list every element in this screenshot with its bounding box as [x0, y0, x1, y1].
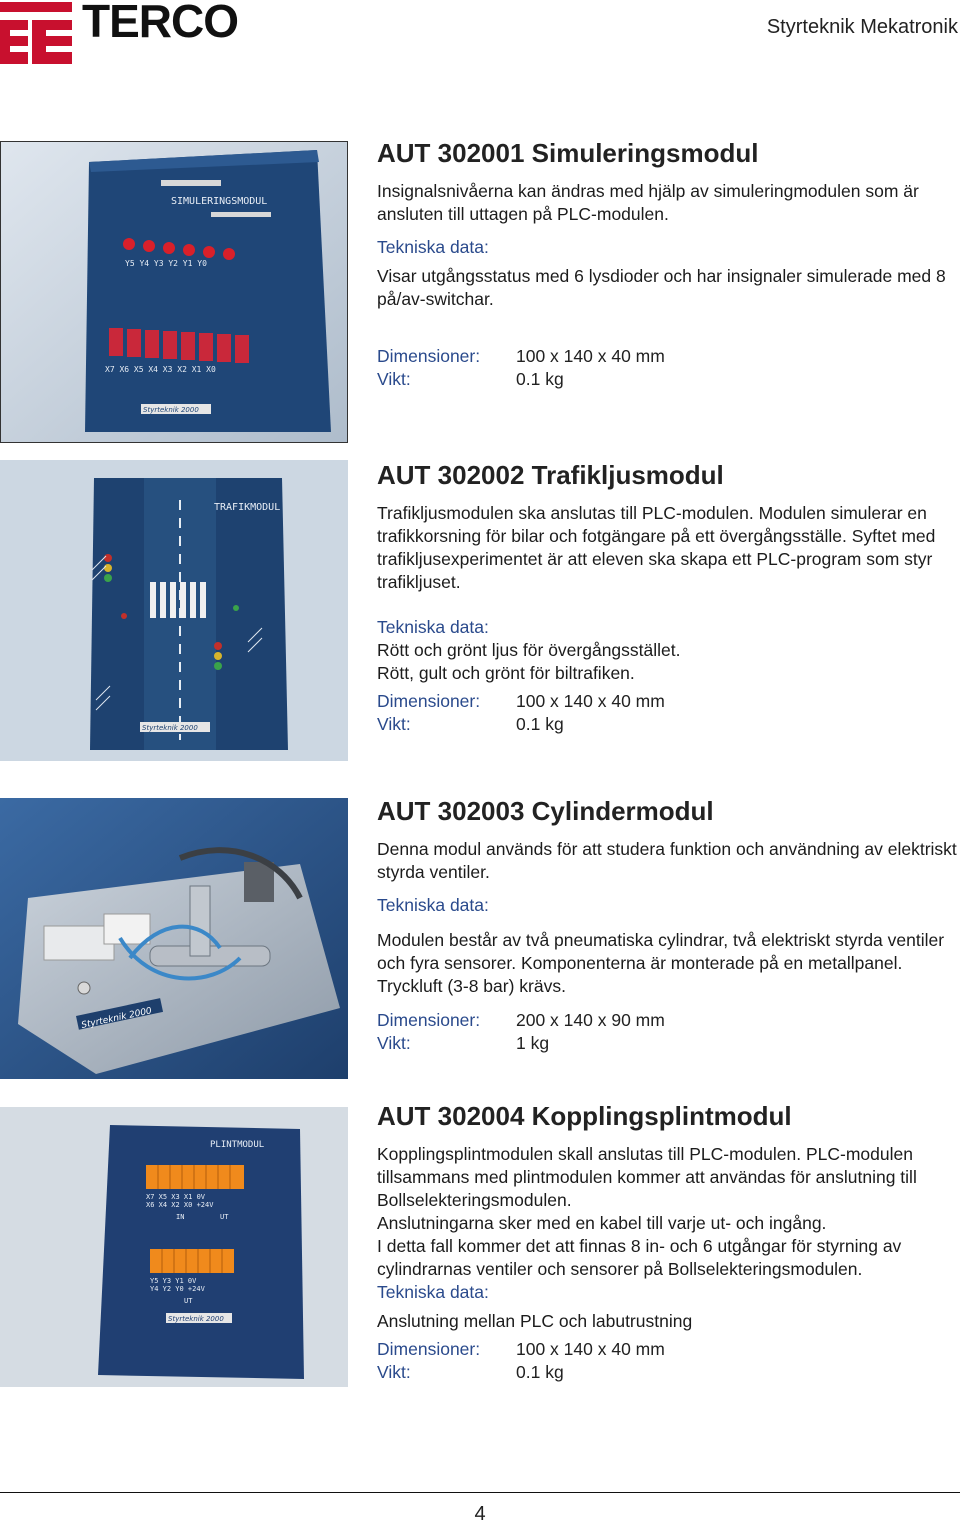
photo-simuleringsmodul	[0, 141, 348, 443]
footer-divider	[0, 1492, 960, 1493]
dimensions-value: 100 x 140 x 40 mm	[516, 1339, 665, 1359]
section-cylindermodul	[377, 796, 957, 1055]
dimensions-value: 100 x 140 x 40 mm	[516, 691, 665, 711]
tech-data-label: Tekniska data:	[377, 895, 489, 915]
photo-trafikljusmodul	[0, 460, 348, 761]
plint-board-brand: Styrteknik 2000	[168, 1315, 224, 1323]
section-title: AUT 302002 Trafikljusmodul	[377, 460, 724, 490]
section-title: AUT 302003 Cylindermodul	[377, 796, 714, 826]
dimensions-label: Dimensioner:	[377, 1339, 481, 1359]
terco-logo	[0, 2, 72, 69]
page-number: 4	[474, 1503, 486, 1525]
weight-label: Vikt:	[377, 714, 411, 734]
weight-row	[377, 1361, 957, 1384]
tech-data-text-2: Rött, gult och grönt för biltrafiken.	[377, 663, 635, 683]
weight-value: 0.1 kg	[516, 1362, 564, 1382]
tech-data-label: Tekniska data:	[377, 617, 489, 637]
tech-data-text: Visar utgångsstatus med 6 lysdioder och har insignaler simulerade med 8 på/av-switchar.	[377, 266, 946, 309]
terco-logo-mark	[0, 2, 72, 64]
sim-board-title: SIMULERINGSMODUL	[171, 196, 268, 207]
sim-outputs-label: Y5 Y4 Y3 Y2 Y1 Y0	[125, 259, 207, 268]
sim-inputs-label: X7 X6 X5 X4 X3 X2 X1 X0	[105, 365, 216, 374]
dimensions-row	[377, 1009, 957, 1032]
cyl-board-brand: Styrteknik 2000	[80, 1006, 153, 1031]
dimensions-label: Dimensioner:	[377, 346, 481, 366]
header-title: Styrteknik Mekatronik	[766, 16, 958, 38]
section-trafikljusmodul	[377, 460, 957, 736]
tech-data-label: Tekniska data:	[377, 237, 489, 257]
section-description: Insignalsnivåerna kan ändras med hjälp av simuleringmodulen som är ansluten till uttagen på PLC-modulen.	[377, 181, 919, 224]
plint-ut-label: UT	[220, 1213, 229, 1221]
dimensions-row	[377, 690, 957, 713]
kopplingsplintmodul-board	[0, 1107, 348, 1387]
brand-name: TERCO	[82, 0, 238, 47]
plint-row2: Y5 Y3 Y1 0V	[150, 1277, 197, 1285]
section-description-1: Kopplingsplintmodulen skall anslutas till PLC-modulen. PLC-modulen tillsammans med plintmodulen kommer att användas för anslutning till Bollselekteringsmodulen.	[377, 1144, 917, 1210]
weight-label: Vikt:	[377, 1362, 411, 1382]
photo-kopplingsplintmodul	[0, 1107, 348, 1387]
simuleringsmodul-board	[1, 142, 347, 442]
tech-data-text-1: Rött och grönt ljus för övergångsstället.	[377, 640, 681, 660]
section-description: Trafikljusmodulen ska anslutas till PLC-modulen. Modulen simulerar en trafikkorsning för bilar och fotgängare på ett övergångsställe. Syftet med trafikljusexperimentet är att eleven ska skapa ett PLC-program som styr trafikljuset.	[377, 503, 936, 592]
weight-row	[377, 368, 957, 391]
dimensions-value: 200 x 140 x 90 mm	[516, 1010, 665, 1030]
dimensions-label: Dimensioner:	[377, 1010, 481, 1030]
tech-data-text: Anslutning mellan PLC och labutrustning	[377, 1311, 693, 1331]
section-title: AUT 302001 Simuleringsmodul	[377, 138, 759, 168]
section-description-2: Anslutningarna sker med en kabel till varje ut- och ingång.	[377, 1213, 827, 1233]
tech-data-label: Tekniska data:	[377, 1282, 489, 1302]
weight-value: 0.1 kg	[516, 369, 564, 389]
plint-ut2-label: UT	[184, 1297, 193, 1305]
weight-value: 1 kg	[516, 1033, 550, 1053]
page-header	[0, 0, 960, 70]
dimensions-value: 100 x 140 x 40 mm	[516, 346, 665, 366]
weight-row	[377, 713, 957, 736]
dimensions-row	[377, 345, 957, 368]
tech-data-text: Modulen består av två pneumatiska cylindrar, två elektriskt styrda ventiler och fyra sensorer. Komponenterna är monterade på en metallpanel. Tryckluft (3-8 bar) krävs.	[377, 930, 945, 996]
weight-label: Vikt:	[377, 1033, 411, 1053]
dimensions-label: Dimensioner:	[377, 691, 481, 711]
sim-board-brand: Styrteknik 2000	[143, 406, 199, 414]
dimensions-row	[377, 1338, 957, 1361]
section-kopplingsplintmodul	[377, 1101, 957, 1384]
photo-cylindermodul	[0, 798, 348, 1079]
section-description: Denna modul används för att studera funktion och användning av elektriskt styrda ventiler.	[377, 839, 957, 882]
traffic-board-brand: Styrteknik 2000	[142, 724, 198, 732]
weight-row	[377, 1032, 957, 1055]
plint-board-title: PLINTMODUL	[210, 1140, 265, 1150]
trafikljusmodul-board	[0, 460, 348, 761]
section-simuleringsmodul	[377, 138, 957, 391]
traffic-board-title: TRAFIKMODUL	[214, 502, 281, 513]
plint-row2b: Y4 Y2 Y0 +24V	[150, 1285, 205, 1293]
weight-value: 0.1 kg	[516, 714, 564, 734]
cylindermodul-board	[0, 798, 348, 1079]
section-description-3: I detta fall kommer det att finnas 8 in- och 6 utgångar för styrning av cylindrarnas ventiler och sensorer på Bollselekteringsmodulen.	[377, 1236, 902, 1279]
section-title: AUT 302004 Kopplingsplintmodul	[377, 1101, 792, 1131]
weight-label: Vikt:	[377, 369, 411, 389]
plint-row1a: X7 X5 X3 X1 0V	[146, 1193, 206, 1201]
plint-row1b: X6 X4 X2 X0 +24V	[146, 1201, 214, 1209]
plint-in-label: IN	[176, 1213, 185, 1221]
